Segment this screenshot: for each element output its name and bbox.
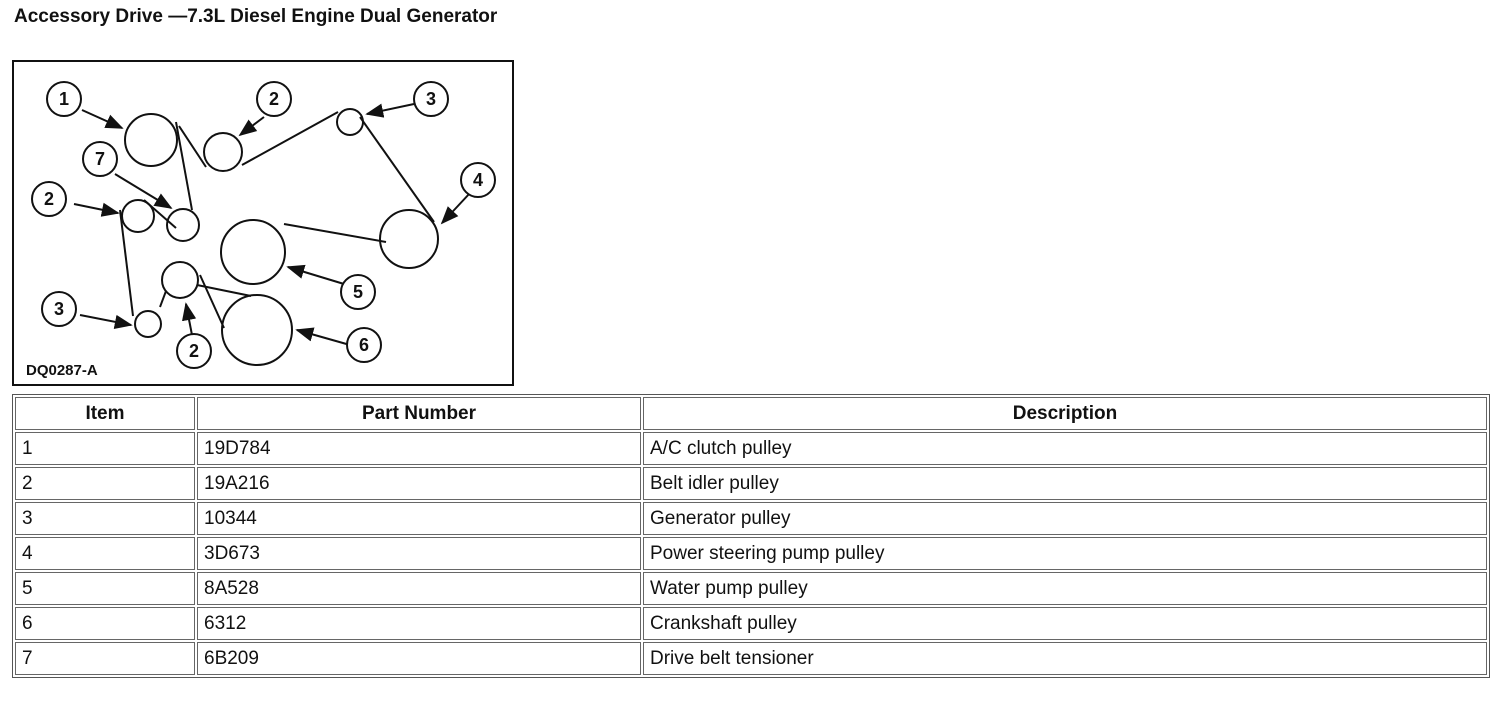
part-number-cell: 6312 bbox=[197, 607, 641, 640]
column-header-item: Item bbox=[15, 397, 195, 430]
svg-text:1: 1 bbox=[58, 89, 70, 109]
item-cell: 7 bbox=[15, 642, 195, 675]
leader-arrow bbox=[82, 110, 122, 128]
table-row bbox=[15, 502, 1487, 535]
leader-arrow bbox=[186, 304, 192, 335]
callout-3-lower bbox=[42, 292, 76, 326]
belt-segment bbox=[360, 117, 434, 222]
table-row bbox=[15, 537, 1487, 570]
svg-text:6: 6 bbox=[358, 335, 370, 355]
belt-segment bbox=[197, 285, 251, 296]
belt-segment bbox=[242, 112, 338, 165]
callout-2-left bbox=[32, 182, 66, 216]
leader-arrow bbox=[442, 193, 470, 223]
belt-routing-diagram bbox=[12, 60, 514, 386]
svg-text:5: 5 bbox=[352, 282, 364, 302]
idler-pulley-lower bbox=[162, 262, 198, 298]
generator-pulley-lower bbox=[135, 311, 161, 337]
part-number-cell: 10344 bbox=[197, 502, 641, 535]
callout-5 bbox=[341, 275, 375, 309]
leader-arrow bbox=[240, 117, 264, 135]
part-number-cell: 3D673 bbox=[197, 537, 641, 570]
callout-4 bbox=[461, 163, 495, 197]
svg-text:7: 7 bbox=[94, 149, 106, 169]
callout-7 bbox=[83, 142, 117, 176]
part-number-cell: 6B209 bbox=[197, 642, 641, 675]
description-cell: Belt idler pulley bbox=[643, 467, 1487, 500]
item-cell: 6 bbox=[15, 607, 195, 640]
belt-segment bbox=[284, 224, 386, 242]
table-header-row bbox=[15, 397, 1487, 430]
svg-text:3: 3 bbox=[425, 89, 437, 109]
svg-text:3: 3 bbox=[53, 299, 65, 319]
leader-arrow bbox=[74, 204, 118, 213]
table-row bbox=[15, 467, 1487, 500]
svg-text:2: 2 bbox=[43, 189, 55, 209]
power-steering-pulley bbox=[380, 210, 438, 268]
generator-pulley-upper bbox=[337, 109, 363, 135]
idler-pulley-left bbox=[122, 200, 154, 232]
item-cell: 5 bbox=[15, 572, 195, 605]
water-pump-pulley bbox=[221, 220, 285, 284]
column-header-part-number: Part Number bbox=[197, 397, 641, 430]
table-row bbox=[15, 607, 1487, 640]
ac-clutch-pulley bbox=[125, 114, 177, 166]
part-number-cell: 19A216 bbox=[197, 467, 641, 500]
callout-3-upper bbox=[414, 82, 448, 116]
figure-id: DQ0287-A bbox=[26, 362, 98, 379]
description-cell: Water pump pulley bbox=[643, 572, 1487, 605]
part-number-cell: 19D784 bbox=[197, 432, 641, 465]
svg-text:2: 2 bbox=[268, 89, 280, 109]
table-row bbox=[15, 572, 1487, 605]
table-row bbox=[15, 642, 1487, 675]
description-cell: Crankshaft pulley bbox=[643, 607, 1487, 640]
table-row bbox=[15, 432, 1487, 465]
item-cell: 3 bbox=[15, 502, 195, 535]
part-number-cell: 8A528 bbox=[197, 572, 641, 605]
item-cell: 1 bbox=[15, 432, 195, 465]
leader-arrow bbox=[367, 104, 414, 114]
description-cell: Power steering pump pulley bbox=[643, 537, 1487, 570]
leader-arrow bbox=[80, 315, 131, 325]
column-header-description: Description bbox=[643, 397, 1487, 430]
leader-arrow bbox=[297, 330, 350, 345]
description-cell: Generator pulley bbox=[643, 502, 1487, 535]
leader-arrow bbox=[115, 174, 171, 208]
belt-segment bbox=[160, 291, 166, 307]
item-cell: 4 bbox=[15, 537, 195, 570]
svg-text:2: 2 bbox=[188, 341, 200, 361]
svg-text:4: 4 bbox=[472, 170, 484, 190]
description-cell: A/C clutch pulley bbox=[643, 432, 1487, 465]
callout-2-upper bbox=[257, 82, 291, 116]
crankshaft-pulley bbox=[222, 295, 292, 365]
belt-routing-svg bbox=[14, 62, 512, 384]
idler-pulley-upper bbox=[204, 133, 242, 171]
page-title: Accessory Drive —7.3L Diesel Engine Dual Generator bbox=[14, 6, 498, 27]
leader-arrow bbox=[288, 267, 344, 284]
callout-6 bbox=[347, 328, 381, 362]
parts-table bbox=[12, 394, 1490, 678]
callout-2-lower bbox=[177, 334, 211, 368]
callout-1 bbox=[47, 82, 81, 116]
item-cell: 2 bbox=[15, 467, 195, 500]
description-cell: Drive belt tensioner bbox=[643, 642, 1487, 675]
belt-segment bbox=[200, 275, 224, 328]
